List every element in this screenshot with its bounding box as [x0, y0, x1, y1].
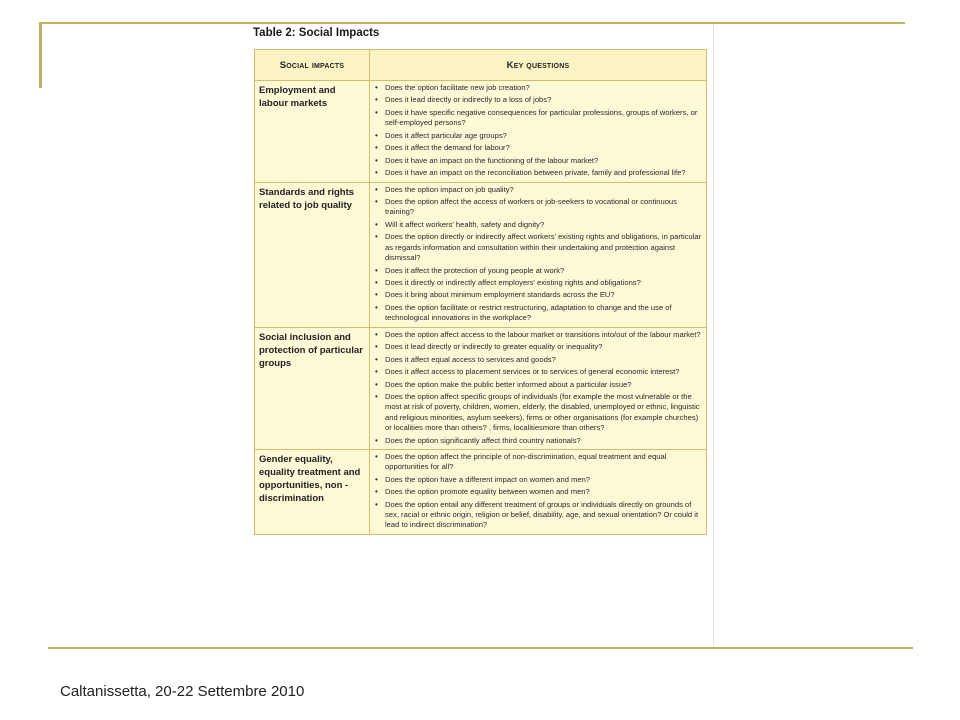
column-header-key-questions: Key questions [370, 50, 707, 81]
table-row [255, 450, 707, 535]
top-decorative-line [39, 22, 905, 24]
question-list [374, 83, 702, 179]
table-body [255, 81, 707, 535]
question-item: • Does the option impact on job quality? [374, 185, 702, 195]
question-item: • Does the option affect the access of workers or job-seekers to vocational or continuous training? [374, 197, 702, 218]
question-item: • Will it affect workers' health, safety and dignity? [374, 220, 702, 230]
question-item: • Does the option facilitate new job creation? [374, 83, 702, 93]
key-questions-cell [370, 450, 707, 535]
question-item: • Does the option directly or indirectly affect workers' existing rights and obligations, in particular as regards information and consultation within their undertaking and protection against dismissal? [374, 232, 702, 263]
table-row [255, 182, 707, 327]
question-list [374, 330, 702, 446]
question-item: • Does the option make the public better informed about a particular issue? [374, 380, 702, 390]
key-questions-cell [370, 327, 707, 449]
question-item: • Does it have an impact on the functioning of the labour market? [374, 156, 702, 166]
question-item: • Does the option entail any different treatment of groups or individuals directly on grounds of sex, racial or ethnic origin, religion or belief, disability, age, and sexual orientation? Or could it lead to indirect discrimination? [374, 500, 702, 531]
question-item: • Does it directly or indirectly affect employers' existing rights and obligations? [374, 278, 702, 288]
bottom-decorative-line [48, 647, 913, 649]
table-row [255, 81, 707, 183]
impact-category: Gender equality, equality treatment and opportunities, non - discrimination [255, 450, 370, 535]
table-header-row [255, 50, 707, 81]
column-header-social-impacts: Social impacts [255, 50, 370, 81]
question-item: • Does the option have a different impact on women and men? [374, 475, 702, 485]
impact-category: Employment and labour markets [255, 81, 370, 183]
table-row [255, 327, 707, 449]
key-questions-cell [370, 182, 707, 327]
question-item: • Does it have specific negative consequences for particular professions, groups of workers, or self-employed persons? [374, 108, 702, 129]
question-item: • Does it affect equal access to services and goods? [374, 355, 702, 365]
question-item: • Does the option affect specific groups of individuals (for example the most vulnerable or the most at risk of poverty, children, women, elderly, the disabled, unemployed or ethnic, linguistic and religious minorities, asylum seekers), firms or other organisations (for example churches) or localities more than others? , firms, localitiesmore than others? [374, 392, 702, 433]
key-questions-cell [370, 81, 707, 183]
question-list [374, 452, 702, 531]
question-item: • Does the option significantly affect third country nationals? [374, 436, 702, 446]
question-item: • Does it affect particular age groups? [374, 131, 702, 141]
question-item: • Does it affect the demand for labour? [374, 143, 702, 153]
question-item: • Does it lead directly or indirectly to a loss of jobs? [374, 95, 702, 105]
impact-category: Standards and rights related to job quality [255, 182, 370, 327]
question-item: • Does the option facilitate or restrict restructuring, adaptation to change and the use of technological innovations in the workplace? [374, 303, 702, 324]
question-item: • Does the option affect the principle of non-discrimination, equal treatment and equal opportunities for all? [374, 452, 702, 473]
social-impacts-table-figure [247, 25, 714, 645]
question-list [374, 185, 702, 324]
question-item: • Does it affect the protection of young people at work? [374, 266, 702, 276]
table-title: Table 2: Social Impacts [253, 27, 380, 39]
question-item: • Does it have an impact on the reconciliation between private, family and professional life? [374, 168, 702, 178]
impact-category: Social inclusion and protection of particular groups [255, 327, 370, 449]
question-item: • Does it bring about minimum employment standards across the EU? [374, 290, 702, 300]
question-item: • Does the option promote equality between women and men? [374, 487, 702, 497]
footer-text: Caltanissetta, 20-22 Settembre 2010 [60, 683, 305, 700]
question-item: • Does it lead directly or indirectly to greater equality or inequality? [374, 342, 702, 352]
social-impacts-table [254, 49, 707, 535]
question-item: • Does the option affect access to the labour market or transitions into/out of the labour market? [374, 330, 702, 340]
question-item: • Does it affect access to placement services or to services of general economic interest? [374, 367, 702, 377]
left-decorative-line [39, 22, 42, 88]
